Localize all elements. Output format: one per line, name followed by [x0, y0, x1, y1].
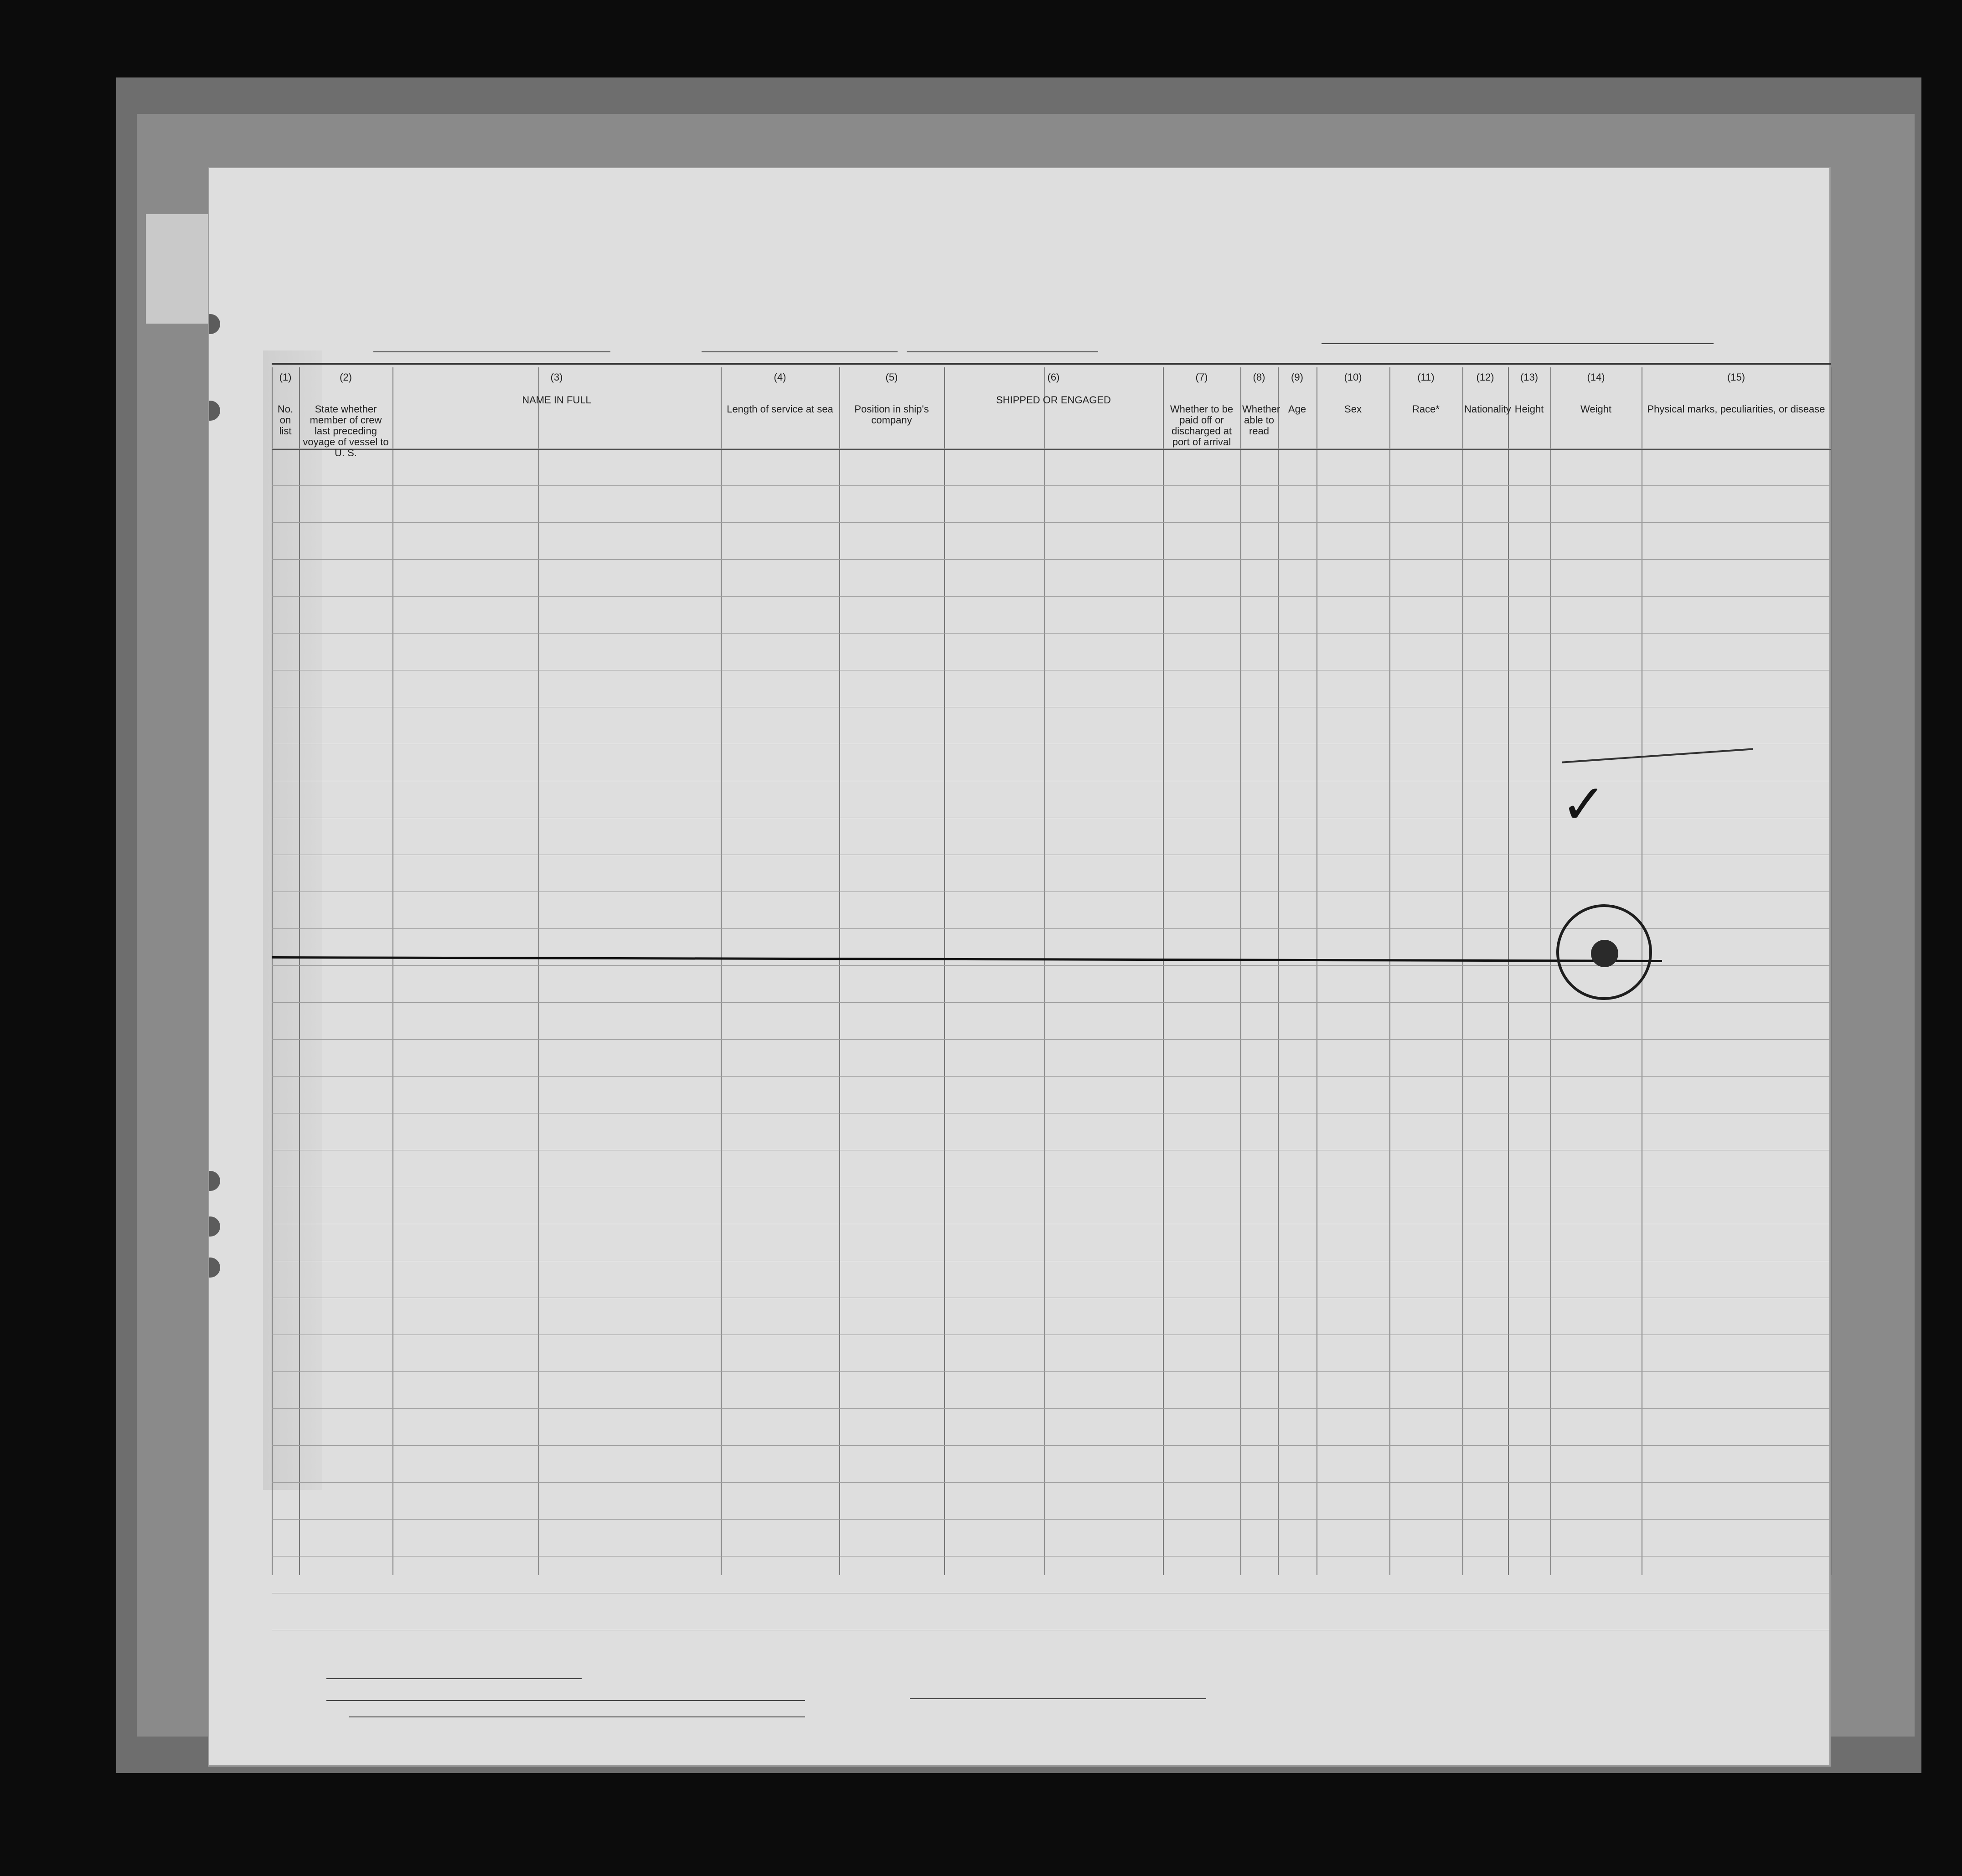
- row-rule: [272, 522, 1831, 523]
- column-number: (14): [1587, 371, 1605, 383]
- column-number: (5): [885, 371, 898, 383]
- column-header: NAME IN FULL: [522, 394, 591, 406]
- column-rule: [299, 367, 300, 1575]
- column-rule: [721, 367, 722, 1575]
- column-rule: [944, 367, 945, 1575]
- column-rule: [1163, 367, 1164, 1575]
- row-rule: [272, 1408, 1831, 1409]
- column-header: No. on list: [277, 403, 294, 437]
- column-header: Sex: [1344, 403, 1362, 415]
- column-rule: [1044, 367, 1045, 1575]
- column-rule: [1278, 367, 1279, 1575]
- column-rule: [1389, 367, 1390, 1575]
- column-number: (1): [279, 371, 292, 383]
- column-header: Nationality: [1464, 403, 1511, 415]
- row-rule: [272, 1519, 1831, 1520]
- column-rule: [1831, 367, 1832, 1575]
- column-rule: [272, 367, 273, 1575]
- row-rule: [272, 559, 1831, 560]
- column-rule: [1462, 367, 1463, 1575]
- column-header: Age: [1288, 403, 1306, 415]
- column-header: Physical marks, peculiarities, or disease: [1647, 403, 1825, 415]
- column-rule: [839, 367, 840, 1575]
- row-rule: [272, 1002, 1831, 1003]
- consulate-stamp: [1556, 904, 1652, 1000]
- row-rule: [272, 596, 1831, 597]
- row-rule: [272, 485, 1831, 486]
- column-header: State whether member of crew last preceding voyage of vessel to U. S.: [303, 403, 389, 459]
- column-number: (6): [1047, 371, 1060, 383]
- column-rule: [1550, 367, 1551, 1575]
- column-header: Whether to be paid off or discharged at port of arrival: [1170, 403, 1234, 448]
- column-number: (12): [1476, 371, 1494, 383]
- column-header: Position in ship's company: [854, 403, 929, 426]
- column-header: Race*: [1412, 403, 1440, 415]
- row-rule: [272, 633, 1831, 634]
- column-number: (15): [1727, 371, 1745, 383]
- column-header: SHIPPED OR ENGAGED: [996, 394, 1111, 406]
- column-rule: [538, 367, 539, 1575]
- column-number: (7): [1195, 371, 1208, 383]
- column-header: Height: [1514, 403, 1544, 415]
- column-header: Length of service at sea: [727, 403, 833, 415]
- row-rule: [272, 1445, 1831, 1446]
- column-number: (9): [1291, 371, 1303, 383]
- row-rule: [272, 1482, 1831, 1483]
- column-rule: [1240, 367, 1241, 1575]
- pencil-check-mark: ✓: [1561, 773, 1607, 836]
- column-number: (10): [1344, 371, 1362, 383]
- row-rule: [272, 1076, 1831, 1077]
- column-number: (8): [1253, 371, 1265, 383]
- column-number: (13): [1520, 371, 1539, 383]
- header-rule: [272, 363, 1831, 365]
- column-number: (4): [774, 371, 786, 383]
- column-header: Weight: [1580, 403, 1612, 415]
- column-number: (3): [550, 371, 563, 383]
- seal-emblem: [1591, 940, 1618, 967]
- table-region: [208, 167, 1831, 1767]
- column-header: Whether able to read: [1242, 403, 1280, 437]
- column-number: (2): [340, 371, 352, 383]
- column-number: (11): [1417, 371, 1435, 383]
- manifest-footer: [281, 1666, 1785, 1757]
- row-rule: [272, 448, 1831, 449]
- column-rule: [1508, 367, 1509, 1575]
- row-rule: [272, 1371, 1831, 1372]
- column-rule: [392, 367, 393, 1575]
- row-rule: [272, 1039, 1831, 1040]
